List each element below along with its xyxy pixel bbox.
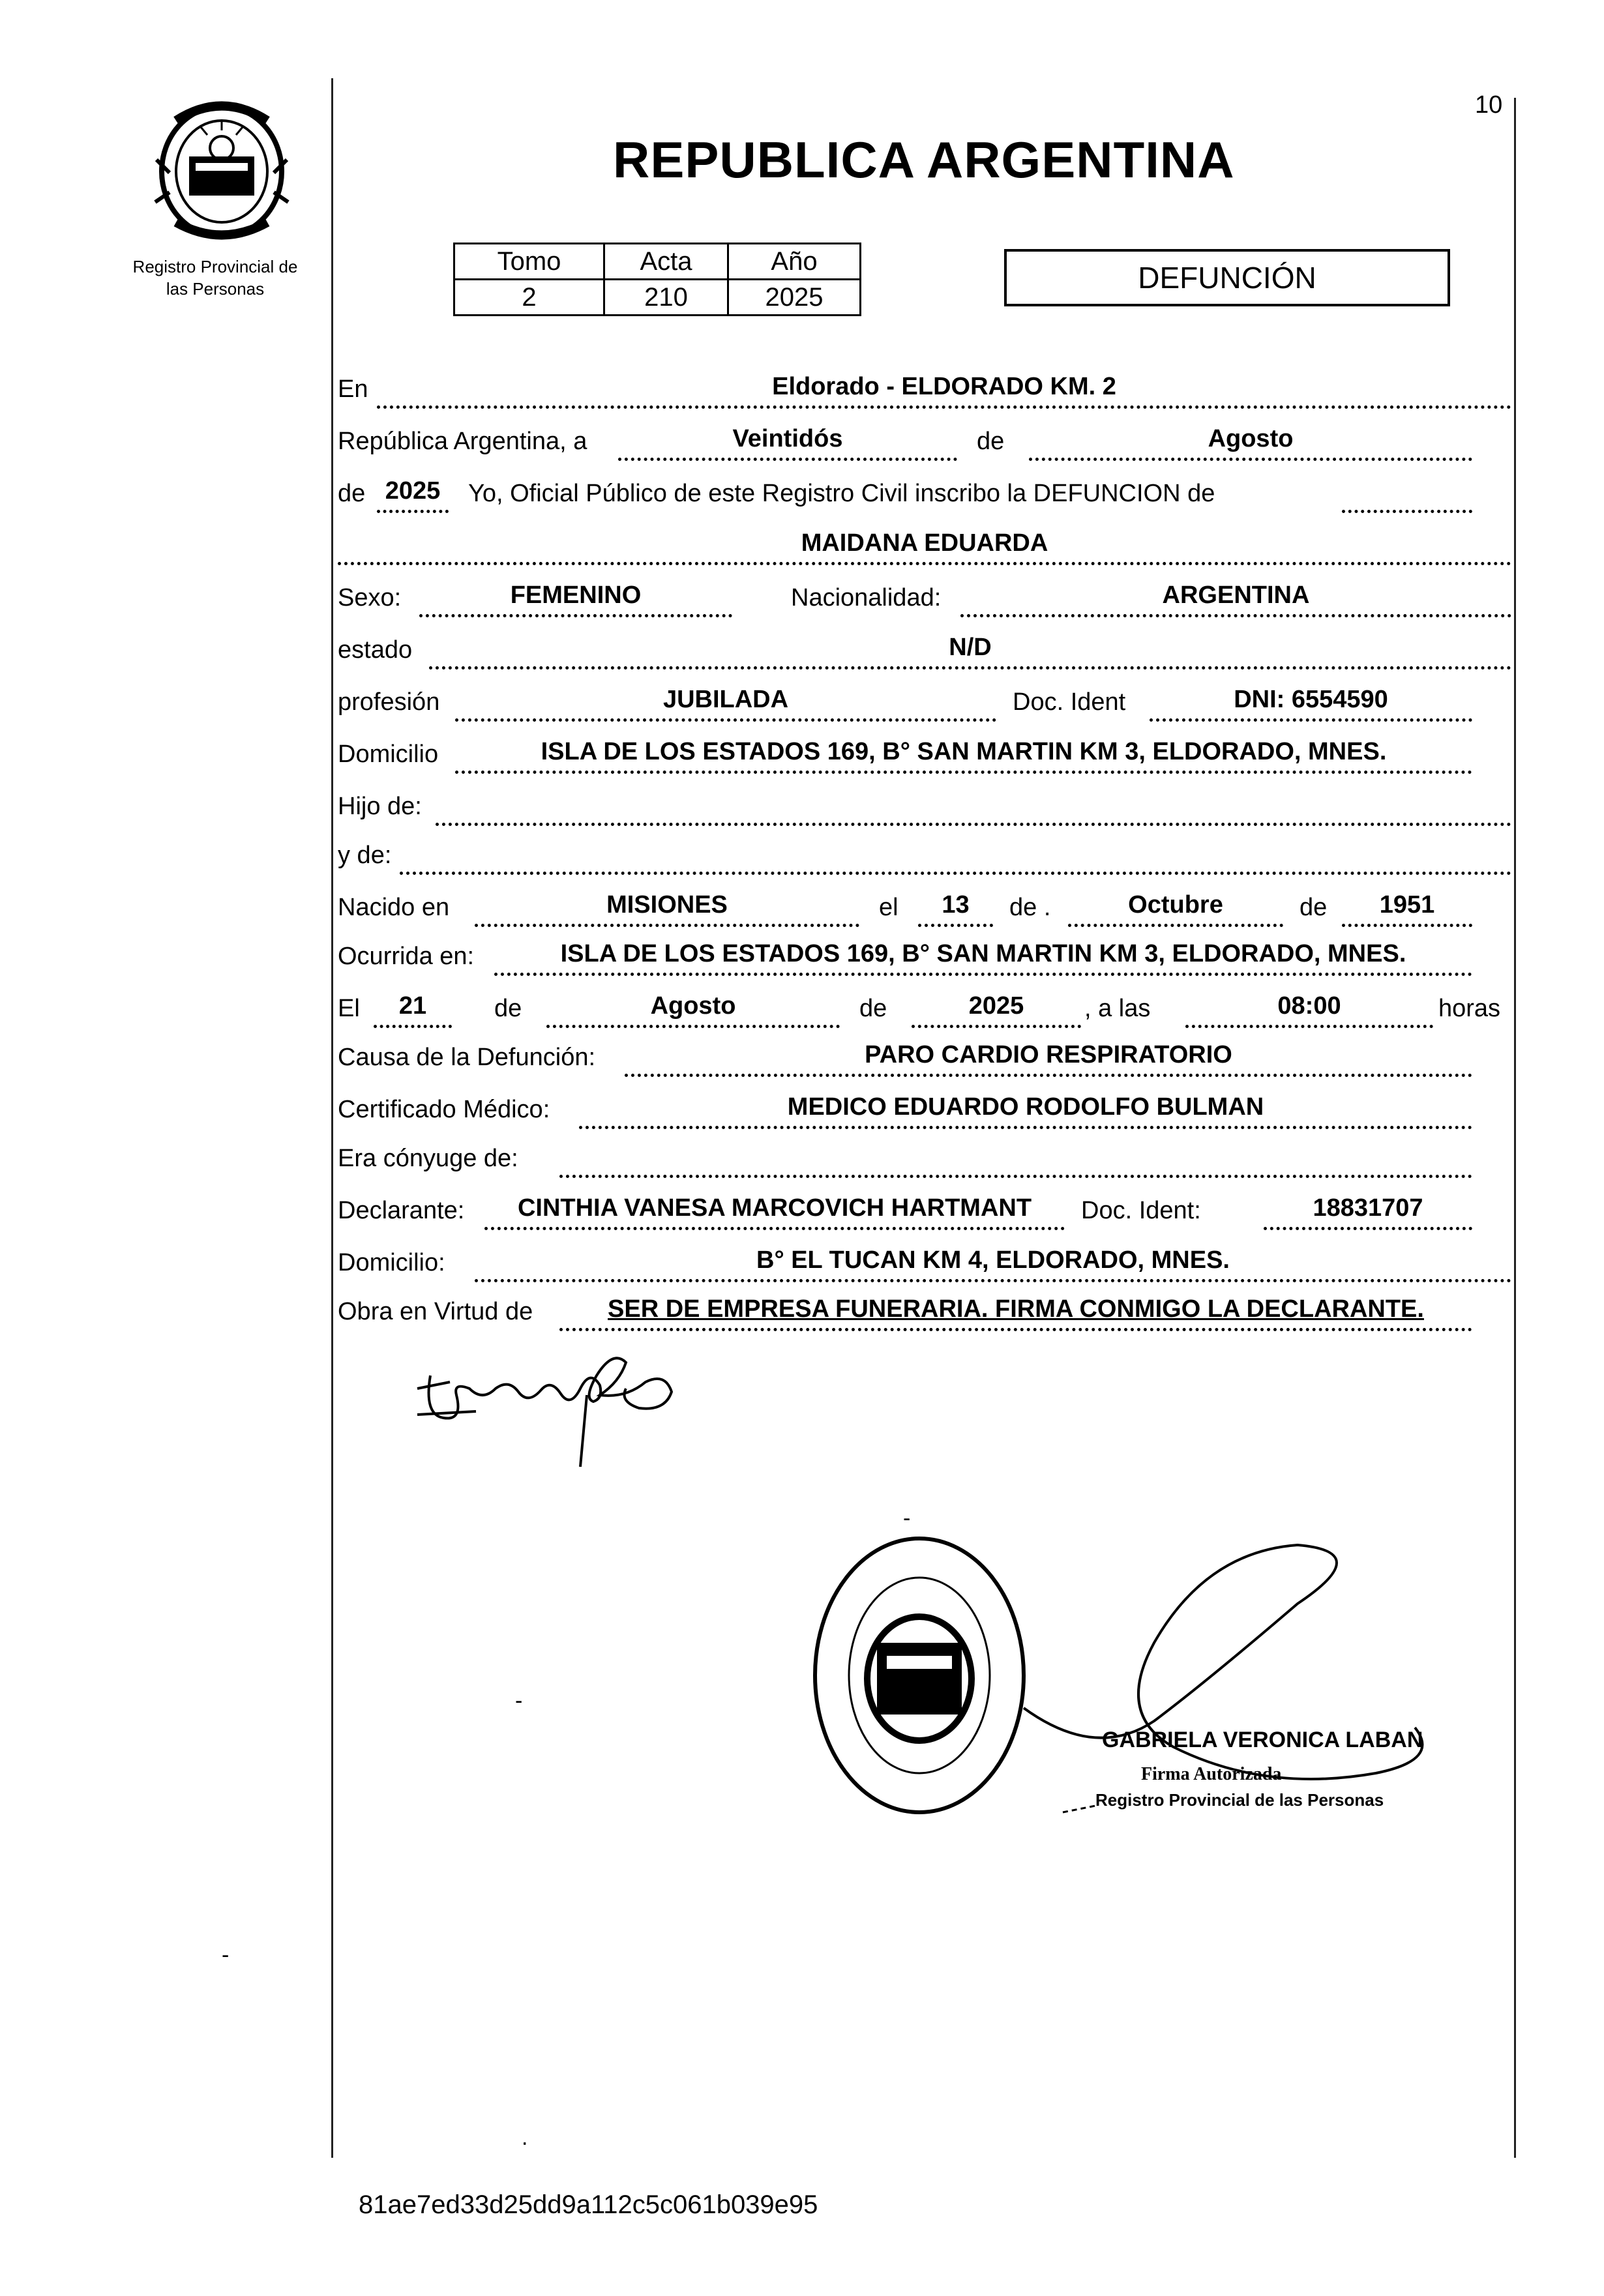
organization-name bbox=[117, 256, 313, 300]
label-estado: estado bbox=[338, 636, 413, 664]
label-doc-ident-2: Doc. Ident: bbox=[1081, 1197, 1201, 1224]
stamp-signer-office: Registro Provincial de las Personas bbox=[1095, 1790, 1384, 1810]
line-conyuge bbox=[559, 1141, 1472, 1178]
value-def-anio: 2025 bbox=[968, 992, 1024, 1020]
label-ocurrida-en: Ocurrida en: bbox=[338, 943, 475, 970]
value-profesion: JUBILADA bbox=[662, 686, 789, 713]
label-horas: horas bbox=[1438, 995, 1501, 1022]
label-causa: Causa de la Defunción: bbox=[338, 1044, 596, 1071]
value-causa: PARO CARDIO RESPIRATORIO bbox=[865, 1041, 1232, 1068]
header-acta: Acta bbox=[604, 244, 728, 280]
value-anio: 2025 bbox=[728, 280, 861, 316]
label-el-cap: El bbox=[338, 995, 360, 1022]
label-inscribe: Yo, Oficial Público de este Registro Civil inscribo la DEFUNCION de bbox=[468, 480, 1215, 507]
official-stamp bbox=[789, 1512, 1441, 1851]
stamp-signer-role: Firma Autorizada bbox=[1141, 1764, 1282, 1784]
value-domicilio-declarante: B° EL TUCAN KM 4, ELDORADO, MNES. bbox=[756, 1246, 1230, 1274]
label-profesion: profesión bbox=[338, 688, 440, 716]
value-lugar: Eldorado - ELDORADO KM. 2 bbox=[772, 373, 1116, 400]
value-nacido-anio: 1951 bbox=[1379, 891, 1435, 919]
label-sexo: Sexo: bbox=[338, 584, 402, 611]
line-hijo-de bbox=[436, 789, 1511, 826]
value-estado: N/D bbox=[949, 634, 992, 661]
value-dia: Veintidós bbox=[732, 425, 843, 452]
organization-line1: Registro Provincial de bbox=[132, 257, 298, 276]
stray-mark: . bbox=[522, 2125, 528, 2150]
label-republica: República Argentina, a bbox=[338, 428, 587, 455]
value-anio: 2025 bbox=[385, 477, 441, 505]
stray-mark: - bbox=[222, 1943, 230, 1967]
stray-mark: - bbox=[515, 1688, 523, 1713]
stamp-signer-name: GABRIELA VERONICA LABAN bbox=[1102, 1728, 1423, 1752]
value-nacido-dia: 13 bbox=[942, 891, 970, 919]
label-de-6: de bbox=[859, 995, 887, 1022]
label-de-1: de bbox=[977, 428, 1005, 455]
label-el: el bbox=[879, 894, 899, 921]
value-ocurrida-en: ISLA DE LOS ESTADOS 169, B° SAN MARTIN KM 3, ELDORADO, MNES. bbox=[560, 940, 1406, 967]
page-number: 10 bbox=[1475, 91, 1503, 119]
label-domicilio-2: Domicilio: bbox=[338, 1249, 445, 1276]
left-margin-rule bbox=[331, 78, 333, 2158]
label-de-5: de bbox=[494, 995, 522, 1022]
record-type-box bbox=[1004, 249, 1450, 306]
value-acta: 210 bbox=[604, 280, 728, 316]
record-type: DEFUNCIÓN bbox=[1138, 261, 1316, 295]
label-declarante: Declarante: bbox=[338, 1197, 465, 1224]
misiones-emblem bbox=[150, 95, 293, 244]
label-de-2: de bbox=[338, 480, 366, 507]
organization-line2: las Personas bbox=[166, 279, 265, 299]
stray-mark: - bbox=[903, 1506, 911, 1531]
label-en: En bbox=[338, 375, 368, 403]
label-de-4: de bbox=[1300, 894, 1328, 921]
value-declarante-doc: 18831707 bbox=[1313, 1194, 1423, 1222]
value-domicilio: ISLA DE LOS ESTADOS 169, B° SAN MARTIN KM 3, ELDORADO, MNES. bbox=[541, 738, 1387, 765]
label-hijo-de: Hijo de: bbox=[338, 793, 422, 820]
value-tomo: 2 bbox=[454, 280, 604, 316]
value-sexo: FEMENINO bbox=[510, 581, 642, 609]
line-inscribe-blank bbox=[1342, 476, 1472, 513]
label-y-de: y de: bbox=[338, 842, 392, 869]
right-margin-rule bbox=[1514, 98, 1516, 2158]
value-obra: SER DE EMPRESA FUNERARIA. FIRMA CONMIGO LA DECLARANTE. bbox=[608, 1295, 1424, 1323]
document-hash: 81ae7ed33d25dd9a112c5c061b039e95 bbox=[359, 2190, 818, 2219]
header-tomo: Tomo bbox=[454, 244, 604, 280]
label-nacionalidad: Nacionalidad: bbox=[791, 584, 942, 611]
value-mes: Agosto bbox=[1208, 425, 1294, 452]
record-value-row bbox=[454, 280, 861, 316]
value-documento: DNI: 6554590 bbox=[1234, 686, 1388, 713]
page-title: REPUBLICA ARGENTINA bbox=[613, 131, 1235, 188]
label-obra: Obra en Virtud de bbox=[338, 1298, 533, 1325]
label-de-3: de . bbox=[1009, 894, 1051, 921]
label-certificado: Certificado Médico: bbox=[338, 1096, 550, 1123]
label-doc-ident: Doc. Ident bbox=[1013, 688, 1126, 716]
line-y-de bbox=[400, 838, 1511, 875]
label-domicilio: Domicilio bbox=[338, 741, 439, 768]
value-def-dia: 21 bbox=[398, 992, 427, 1020]
label-a-las: , a las bbox=[1084, 995, 1151, 1022]
record-reference-table bbox=[453, 243, 861, 316]
label-nacido-en: Nacido en bbox=[338, 894, 450, 921]
label-conyuge: Era cónyuge de: bbox=[338, 1145, 518, 1172]
value-certificado: MEDICO EDUARDO RODOLFO BULMAN bbox=[787, 1093, 1264, 1121]
value-def-mes: Agosto bbox=[650, 992, 736, 1020]
value-nombre: MAIDANA EDUARDA bbox=[801, 529, 1048, 557]
declarant-signature bbox=[404, 1336, 685, 1473]
value-declarante: CINTHIA VANESA MARCOVICH HARTMANT bbox=[517, 1194, 1032, 1222]
header-anio: Año bbox=[728, 244, 861, 280]
value-nacido-en: MISIONES bbox=[606, 891, 728, 919]
value-nacionalidad: ARGENTINA bbox=[1162, 581, 1310, 609]
value-hora: 08:00 bbox=[1277, 992, 1341, 1020]
record-header-row bbox=[454, 244, 861, 280]
value-nacido-mes: Octubre bbox=[1128, 891, 1223, 919]
